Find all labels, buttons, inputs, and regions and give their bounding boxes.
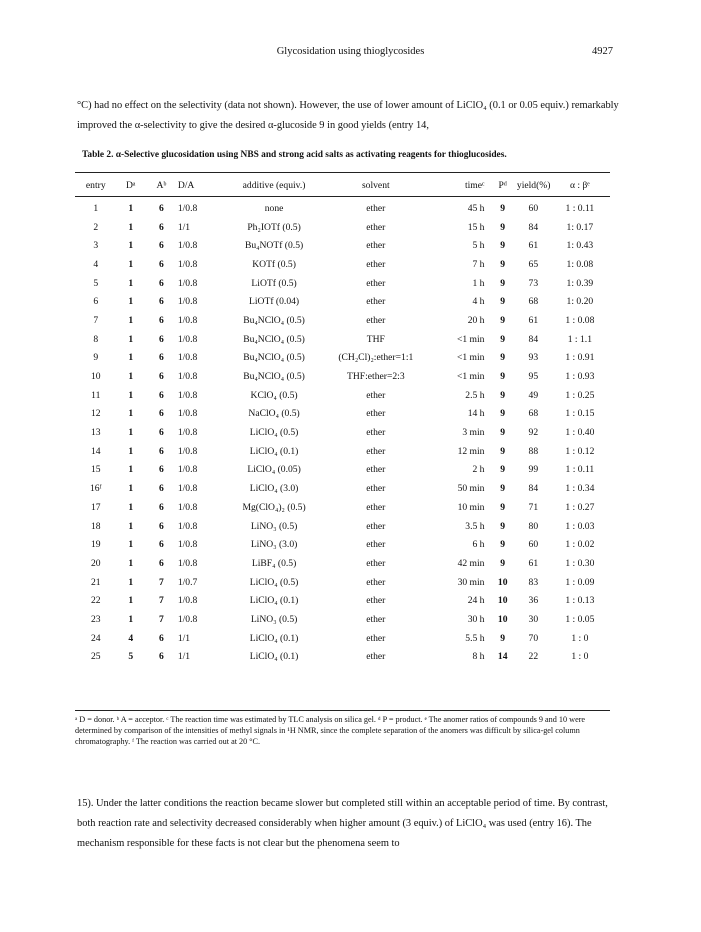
table-row [75,461,610,480]
cell-additive: Bu₄NClO₄ (0.5) [243,371,305,383]
cell-additive: Ph₂IOTf (0.5) [247,221,301,233]
cell-anomer-ratio: 1 : 0.34 [565,483,595,495]
cell-solvent: ether [366,427,386,439]
table-row [75,292,610,311]
results-table [75,175,610,666]
cell-entry: 3 [93,240,99,252]
cell-time: 50 min [457,483,485,495]
table-row [75,330,610,349]
cell-yield: 84 [528,483,539,495]
cell-ratio: 1/0.8 [177,539,198,551]
cell-acceptor: 6 [159,427,164,439]
cell-time: <1 min [456,371,485,383]
cell-time: 3.5 h [465,520,485,532]
cell-solvent: ether [366,445,386,457]
cell-yield: 68 [528,296,539,308]
cell-yield: 71 [528,501,539,513]
cell-additive: LiOTf (0.04) [249,296,300,308]
cell-acceptor: 6 [159,445,164,457]
cell-donor: 1 [128,464,134,476]
cell-product: 9 [500,408,506,420]
running-title: Glycosidation using thioglycosides [276,46,425,57]
cell-ratio: 1/0.8 [177,408,198,420]
cell-additive: Bu₄NClO₄ (0.5) [243,314,305,326]
cell-entry: 15 [90,464,101,476]
cell-additive: LiClO₄ (0.5) [249,576,299,588]
cell-anomer-ratio: 1 : 0.93 [565,371,595,383]
cell-anomer-ratio: 1 : 0.40 [565,427,595,439]
cell-product: 9 [500,202,506,214]
cell-acceptor: 6 [159,352,164,364]
cell-time: 45 h [467,202,485,214]
table-bottom-rule [75,710,610,711]
col-header-time: timeᶜ [464,179,485,191]
cell-acceptor: 6 [159,651,164,663]
cell-entry: 14 [90,445,101,457]
cell-donor: 1 [128,277,134,289]
cell-anomer-ratio: 1 : 0.15 [565,408,595,420]
cell-additive: none [264,202,284,214]
cell-additive: LiNO₃ (0.5) [250,520,298,532]
cell-donor: 1 [128,333,134,345]
cell-product: 9 [500,352,506,364]
cell-donor: 1 [128,595,134,607]
cell-acceptor: 7 [159,576,164,588]
table-row [75,423,610,442]
cell-time: 2 h [472,464,485,476]
cell-product: 9 [500,483,506,495]
col-header-product: Pᵈ [498,179,507,191]
cell-ratio: 1/0.8 [177,557,198,569]
cell-product: 9 [500,277,506,289]
cell-time: 42 min [457,557,485,569]
table-row [75,405,610,424]
cell-yield: 65 [528,258,539,270]
cell-entry: 8 [93,333,99,345]
cell-solvent: ether [366,520,386,532]
cell-solvent: ether [366,221,386,233]
cell-additive: LiClO₄ (0.5) [249,427,299,439]
col-header-yield: yield(%) [516,179,551,191]
cell-anomer-ratio: 1 : 0.11 [565,464,595,476]
table-top-rule [75,172,610,173]
cell-solvent: ether [366,296,386,308]
cell-acceptor: 6 [159,483,164,495]
cell-donor: 1 [128,520,134,532]
cell-solvent: ether [366,501,386,513]
table-row [75,236,610,255]
cell-time: 2.5 h [465,389,485,401]
cell-time: <1 min [456,352,485,364]
table-row [75,535,610,554]
cell-donor: 1 [128,501,134,513]
cell-ratio: 1/0.8 [177,296,198,308]
cell-product: 9 [500,557,506,569]
cell-time: 7 h [472,258,485,270]
table-row [75,349,610,368]
cell-additive: LiNO₃ (0.5) [250,613,298,625]
cell-additive: LiNO₃ (3.0) [250,539,298,551]
table-footnote: ᵃ D = donor. ᵇ A = acceptor. ᶜ The reaction time was estimated by TLC analysis on silica gel. ᵈ P = product. ᵉ The anomer ratios of compounds 9 and 10 were determined by comparison of the intensities of methyl signals in ¹H NMR, since the complete separation of the anomers was difficult by silica-gel column chromatography. ᶠ The reaction was carried out at 20 °C. [75,715,586,746]
cell-entry: 13 [90,427,101,439]
col-header-solvent: solvent [361,179,390,191]
cell-yield: 22 [528,651,539,663]
cell-acceptor: 7 [159,613,164,625]
cell-yield: 99 [528,464,539,476]
table-row [75,386,610,405]
cell-yield: 73 [528,277,539,289]
cell-product: 9 [500,539,506,551]
cell-time: 3 min [462,427,485,439]
cell-time: 6 h [472,539,485,551]
cell-entry: 5 [93,277,99,289]
cell-donor: 1 [128,371,134,383]
cell-product: 14 [497,651,508,663]
cell-ratio: 1/0.8 [177,483,198,495]
table-row [75,610,610,629]
cell-ratio: 1/0.8 [177,277,198,289]
cell-yield: 30 [528,613,539,625]
cell-acceptor: 7 [159,595,164,607]
cell-solvent: (CH₂Cl)₂:ether=1:1 [338,352,414,364]
cell-acceptor: 6 [159,371,164,383]
cell-ratio: 1/0.7 [177,576,198,588]
cell-time: 14 h [467,408,485,420]
cell-ratio: 1/0.8 [177,427,198,439]
cell-yield: 93 [528,352,539,364]
cell-anomer-ratio: 1 : 0 [571,651,589,663]
cell-additive: Bu₄NOTf (0.5) [244,240,304,252]
cell-donor: 4 [128,632,134,644]
cell-entry: 23 [90,613,101,625]
col-header-ratio: D/A [177,179,195,191]
cell-product: 9 [500,427,506,439]
cell-donor: 1 [128,483,134,495]
cell-yield: 80 [528,520,539,532]
cell-yield: 60 [528,202,539,214]
cell-anomer-ratio: 1 : 0.02 [565,539,595,551]
cell-solvent: ether [366,613,386,625]
cell-additive: LiClO₄ (0.1) [249,595,299,607]
cell-time: <1 min [456,333,485,345]
cell-additive: LiClO₄ (0.05) [247,464,301,476]
cell-entry: 9 [93,352,99,364]
cell-solvent: ether [366,557,386,569]
cell-ratio: 1/0.8 [177,240,198,252]
cell-donor: 1 [128,221,134,233]
cell-donor: 1 [128,314,134,326]
cell-acceptor: 6 [159,632,164,644]
cell-donor: 1 [128,202,134,214]
cell-ratio: 1/1 [177,221,191,233]
cell-yield: 95 [528,371,539,383]
cell-time: 5 h [472,240,485,252]
table-header-row [75,175,610,195]
cell-yield: 92 [528,427,539,439]
cell-donor: 1 [128,240,134,252]
cell-anomer-ratio: 1 : 1.1 [567,333,592,345]
col-header-additive: additive (equiv.) [242,179,306,191]
cell-ratio: 1/1 [177,632,191,644]
cell-product: 9 [500,296,506,308]
cell-acceptor: 6 [159,333,164,345]
table-row [75,591,610,610]
cell-donor: 1 [128,389,134,401]
cell-anomer-ratio: 1 : 0.25 [565,389,595,401]
cell-acceptor: 6 [159,258,164,270]
cell-anomer-ratio: 1: 0.39 [566,277,594,289]
cell-donor: 1 [128,408,134,420]
paragraph-bottom: 15). Under the latter conditions the reaction became slower but completed still within an acceptable period of time. By contrast, both reaction rate and selectivity decreased considerably when higher amount (3 equiv.) of LiClO₄ was used (entry 16). The mechanism responsible for these facts is not clear but the phenomena seem to [77,798,608,849]
cell-ratio: 1/0.8 [177,445,198,457]
cell-solvent: ether [366,576,386,588]
cell-anomer-ratio: 1 : 0.12 [565,445,595,457]
cell-entry: 10 [90,371,101,383]
cell-product: 9 [500,371,506,383]
cell-solvent: ether [366,202,386,214]
cell-donor: 1 [128,296,134,308]
cell-anomer-ratio: 1 : 0.05 [565,613,595,625]
cell-yield: 61 [528,557,539,569]
cell-ratio: 1/0.8 [177,595,198,607]
cell-time: 4 h [472,296,485,308]
cell-acceptor: 6 [159,240,164,252]
cell-anomer-ratio: 1 : 0.09 [565,576,595,588]
cell-solvent: ether [366,483,386,495]
cell-anomer-ratio: 1 : 0.08 [565,314,595,326]
cell-entry: 16ᶠ [89,483,102,495]
cell-entry: 4 [93,258,99,270]
cell-entry: 12 [90,408,101,420]
cell-additive: LiOTf (0.5) [251,277,297,289]
cell-entry: 25 [90,651,101,663]
cell-solvent: ether [366,408,386,420]
cell-additive: LiClO₄ (0.1) [249,651,299,663]
table-row [75,195,610,218]
cell-additive: LiClO₄ (3.0) [249,483,299,495]
cell-entry: 22 [90,595,101,607]
table-row [75,442,610,461]
cell-anomer-ratio: 1: 0.08 [566,258,594,270]
cell-ratio: 1/0.8 [177,371,198,383]
cell-ratio: 1/0.8 [177,389,198,401]
table-row [75,629,610,648]
cell-donor: 1 [128,445,134,457]
cell-yield: 49 [528,389,539,401]
cell-time: 24 h [467,595,485,607]
col-header-acceptor: Aᵇ [156,179,167,191]
cell-anomer-ratio: 1: 0.20 [566,296,594,308]
cell-product: 10 [497,576,508,588]
cell-yield: 70 [528,632,539,644]
cell-solvent: ether [366,277,386,289]
cell-anomer-ratio: 1 : 0.91 [565,352,595,364]
cell-anomer-ratio: 1 : 0.27 [565,501,595,513]
cell-yield: 68 [528,408,539,420]
cell-solvent: THF:ether=2:3 [346,371,405,383]
table-row [75,517,610,536]
table-row [75,255,610,274]
cell-ratio: 1/0.8 [177,258,198,270]
cell-yield: 83 [528,576,539,588]
col-header-anomer-ratio: α : βᵉ [569,179,590,191]
cell-additive: Mg(ClO₄)₂ (0.5) [242,501,306,513]
cell-time: 1 h [472,277,485,289]
cell-anomer-ratio: 1: 0.43 [566,240,594,252]
cell-yield: 60 [528,539,539,551]
cell-entry: 18 [90,520,101,532]
cell-acceptor: 6 [159,202,164,214]
cell-additive: LiBF₄ (0.5) [251,557,297,569]
cell-ratio: 1/0.8 [177,314,198,326]
cell-additive: Bu₄NClO₄ (0.5) [243,352,305,364]
cell-solvent: ether [366,240,386,252]
cell-product: 9 [500,314,506,326]
cell-additive: KClO₄ (0.5) [250,389,298,401]
cell-acceptor: 6 [159,520,164,532]
cell-donor: 5 [128,651,134,663]
cell-anomer-ratio: 1 : 0.11 [565,202,595,214]
cell-acceptor: 6 [159,277,164,289]
cell-product: 9 [500,464,506,476]
cell-product: 9 [500,258,506,270]
cell-product: 9 [500,389,506,401]
cell-entry: 24 [90,632,101,644]
cell-ratio: 1/0.8 [177,352,198,364]
table-row [75,554,610,573]
cell-time: 8 h [472,651,485,663]
cell-entry: 7 [93,314,99,326]
cell-donor: 1 [128,258,134,270]
table-row [75,648,610,667]
cell-acceptor: 6 [159,464,164,476]
cell-time: 20 h [467,314,485,326]
cell-entry: 2 [93,221,99,233]
cell-donor: 1 [128,557,134,569]
cell-acceptor: 6 [159,389,164,401]
col-header-donor: Dᵃ [126,179,136,191]
cell-entry: 1 [93,202,99,214]
cell-entry: 20 [90,557,101,569]
cell-acceptor: 6 [159,296,164,308]
cell-time: 10 min [457,501,485,513]
cell-additive: KOTf (0.5) [252,258,296,270]
cell-solvent: ether [366,389,386,401]
cell-product: 9 [500,632,506,644]
cell-ratio: 1/0.8 [177,520,198,532]
cell-time: 15 h [467,221,485,233]
cell-solvent: ether [366,464,386,476]
cell-donor: 1 [128,352,134,364]
cell-yield: 61 [528,314,539,326]
cell-ratio: 1/1 [177,651,191,663]
table-row [75,498,610,517]
cell-ratio: 1/0.8 [177,333,198,345]
cell-anomer-ratio: 1: 0.17 [566,221,594,233]
page-number: 4927 [592,46,613,57]
cell-time: 12 min [457,445,485,457]
col-header-entry: entry [85,179,106,191]
cell-acceptor: 6 [159,557,164,569]
cell-acceptor: 6 [159,501,164,513]
cell-time: 5.5 h [465,632,485,644]
cell-ratio: 1/0.8 [177,501,198,513]
cell-anomer-ratio: 1 : 0.13 [565,595,595,607]
cell-product: 9 [500,240,506,252]
cell-yield: 84 [528,333,539,345]
table-row [75,218,610,237]
table-row [75,573,610,592]
cell-anomer-ratio: 1 : 0.30 [565,557,595,569]
cell-acceptor: 6 [159,408,164,420]
table-row [75,367,610,386]
cell-additive: LiClO₄ (0.1) [249,445,299,457]
cell-yield: 88 [528,445,539,457]
cell-entry: 11 [91,389,101,401]
cell-product: 9 [500,520,506,532]
cell-ratio: 1/0.8 [177,202,198,214]
cell-ratio: 1/0.8 [177,613,198,625]
cell-product: 10 [497,595,508,607]
cell-product: 9 [500,221,506,233]
cell-donor: 1 [128,427,134,439]
cell-donor: 1 [128,613,134,625]
cell-solvent: ether [366,314,386,326]
cell-product: 9 [500,445,506,457]
cell-donor: 1 [128,576,134,588]
table-row [75,274,610,293]
cell-product: 9 [500,501,506,513]
cell-entry: 21 [90,576,101,588]
cell-solvent: ether [366,651,386,663]
table-row [75,311,610,330]
cell-acceptor: 6 [159,539,164,551]
cell-time: 30 min [457,576,485,588]
cell-time: 30 h [467,613,485,625]
cell-product: 9 [500,333,506,345]
cell-yield: 84 [528,221,539,233]
cell-entry: 6 [93,296,99,308]
cell-entry: 19 [90,539,101,551]
table-caption: Table 2. α-Selective glucosidation using NBS and strong acid salts as activating reagents for thioglucosides. [82,150,507,160]
cell-solvent: THF [366,333,385,345]
cell-yield: 36 [528,595,539,607]
cell-additive: Bu₄NClO₄ (0.5) [243,333,305,345]
cell-anomer-ratio: 1 : 0 [571,632,589,644]
cell-anomer-ratio: 1 : 0.03 [565,520,595,532]
cell-yield: 61 [528,240,539,252]
table-row [75,479,610,498]
cell-entry: 17 [90,501,101,513]
cell-solvent: ether [366,539,386,551]
cell-additive: NaClO₄ (0.5) [248,408,300,420]
cell-solvent: ether [366,632,386,644]
cell-donor: 1 [128,539,134,551]
paragraph-top: °C) had no effect on the selectivity (data not shown). However, the use of lower amount of LiClO₄ (0.1 or 0.05 equiv.) remarkably improved the α-selectivity to give the desired α-glucoside 9 in good yields (entry 14, [77,100,619,131]
cell-solvent: ether [366,595,386,607]
cell-acceptor: 6 [159,221,164,233]
cell-product: 10 [497,613,508,625]
cell-ratio: 1/0.8 [177,464,198,476]
cell-solvent: ether [366,258,386,270]
cell-additive: LiClO₄ (0.1) [249,632,299,644]
cell-acceptor: 6 [159,314,164,326]
